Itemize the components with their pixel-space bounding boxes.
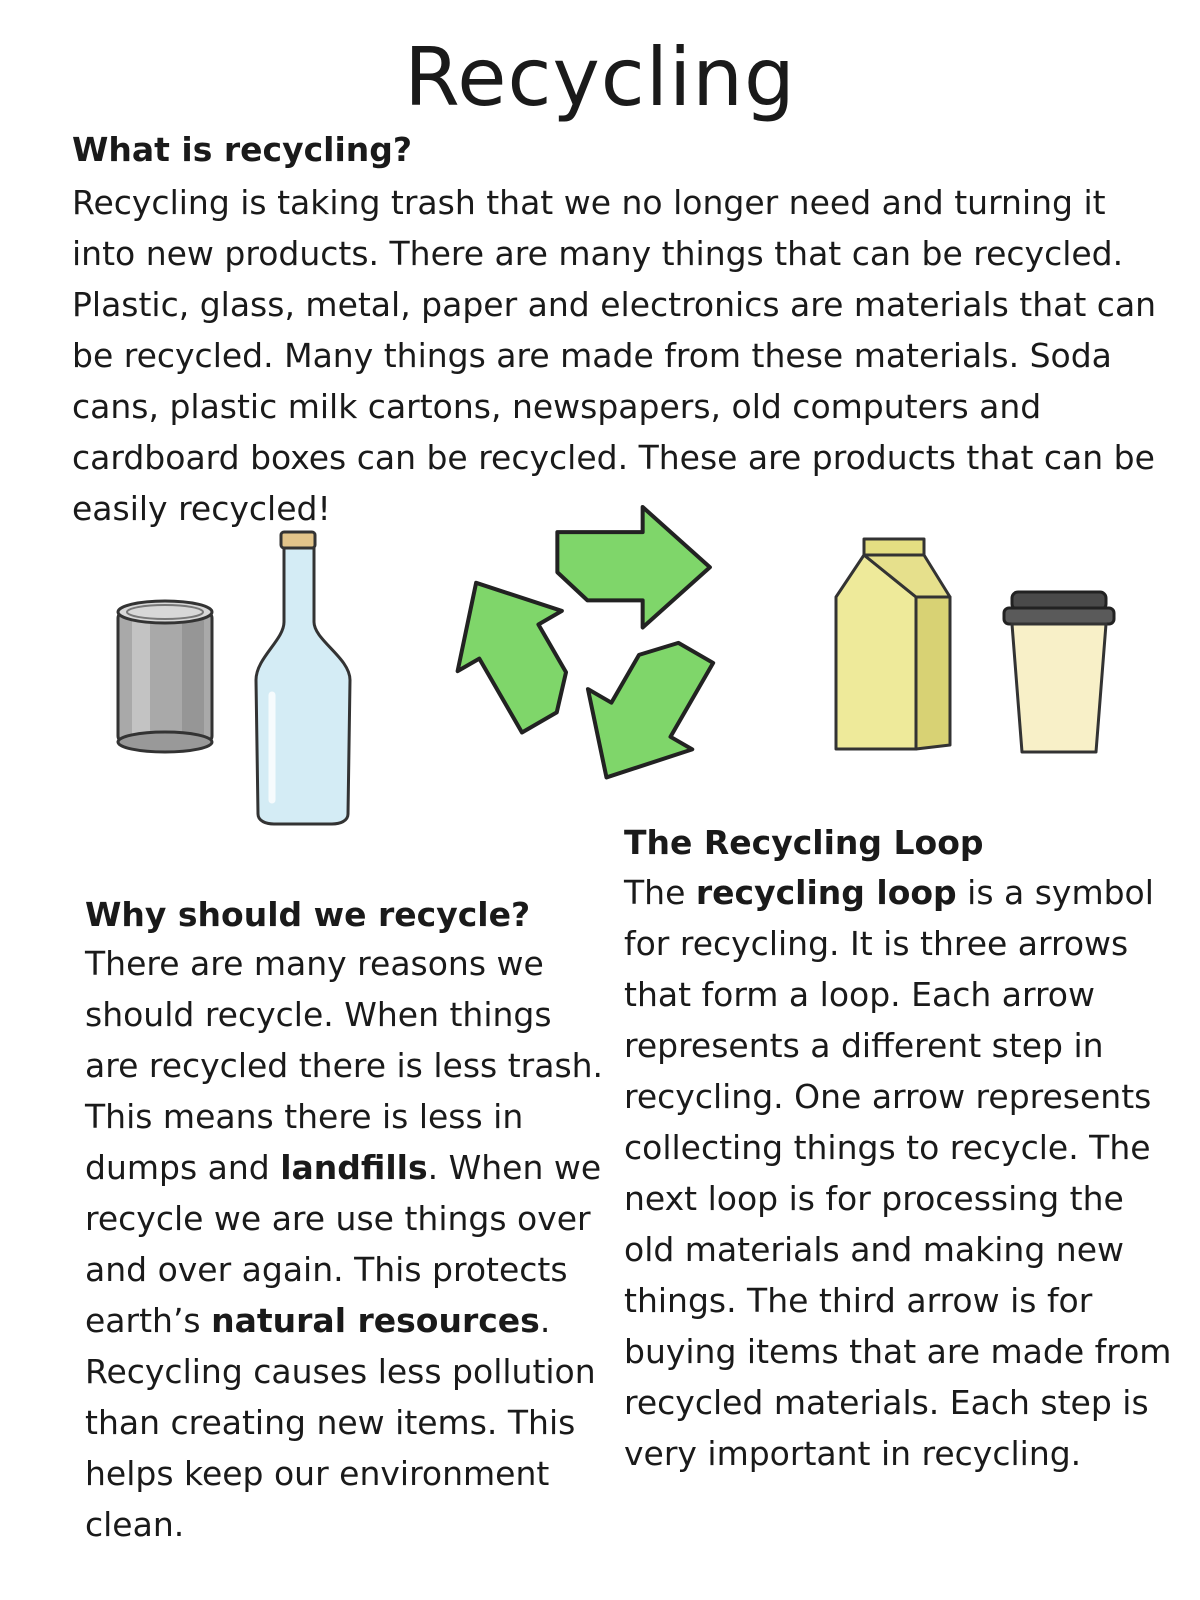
recycling-loop-term: recycling loop bbox=[695, 873, 957, 912]
loop-heading: The Recycling Loop bbox=[624, 823, 984, 862]
intro-paragraph: Recycling is taking trash that we no longer need and turning it into new products. There are many things that can be recycled. Plastic, glass, metal, paper and electronics are materials that can be recycled. Many things are made from these materials. Soda cans, plastic milk cartons, newspapers, old computers and cardboard boxes can be recycled. These are products that can be easily recycled! bbox=[72, 183, 1157, 528]
milk-carton-icon bbox=[832, 535, 956, 755]
natural-resources-term: natural resources bbox=[211, 1301, 540, 1340]
glass-bottle-icon bbox=[248, 530, 358, 828]
tin-can-icon bbox=[112, 598, 218, 756]
recycling-loop-icon bbox=[455, 500, 740, 785]
why-paragraph: There are many reasons we should recycle. When things are recycled there is less trash. This means there is less in dumps and landfills. When we recycle we are use things over and over again. This protects earth’s natural resources. Recycling causes less pollution than creating new items. This helps keep our environment clean. bbox=[85, 944, 604, 1544]
coffee-cup-icon bbox=[1000, 588, 1118, 758]
page-title: Recycling bbox=[404, 31, 796, 124]
why-heading: Why should we recycle? bbox=[85, 895, 531, 934]
intro-heading: What is recycling? bbox=[72, 130, 413, 169]
landfills-term: landfills bbox=[280, 1148, 428, 1187]
loop-paragraph: The recycling loop is a symbol for recycling. It is three arrows that form a loop. Each arrow represents a different step in recycling. One arrow represents collecting things to recycle. The next loop is for processing the old materials and making new things. The third arrow is for buying items that are made from recycled materials. Each step is very important in recycling. bbox=[624, 873, 1172, 1473]
